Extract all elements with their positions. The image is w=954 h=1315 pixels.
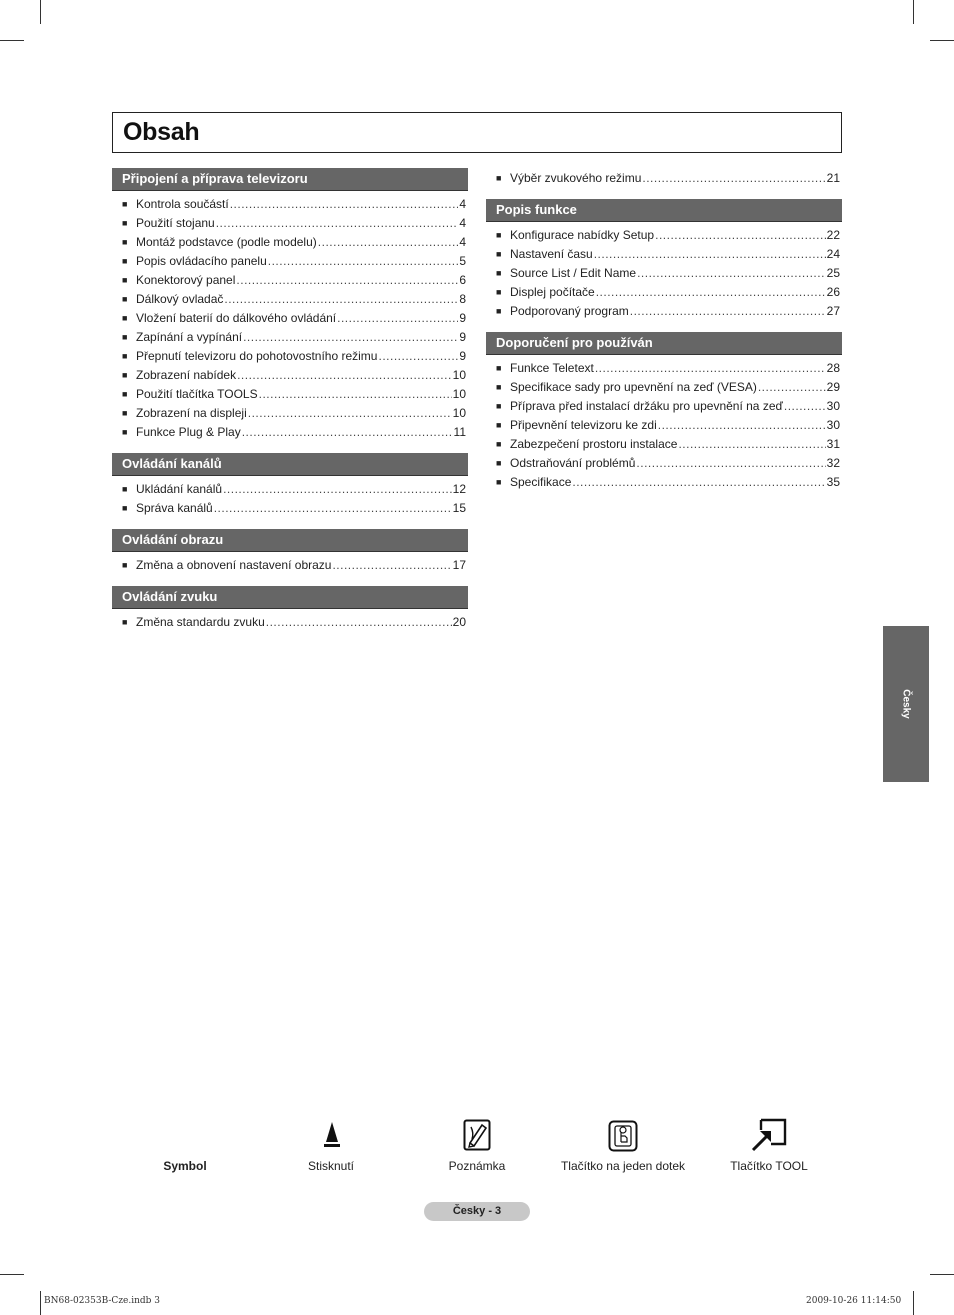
bullet-icon: ■	[122, 370, 128, 380]
toc-entry[interactable]	[486, 283, 842, 302]
toc-entry-page: 11	[453, 425, 466, 439]
crop-mark	[0, 1274, 24, 1275]
toc-entry[interactable]	[486, 245, 842, 264]
toc-entry-label: Správa kanálů	[136, 501, 213, 515]
toc-entry-label: Specifikace	[510, 475, 572, 489]
crop-mark	[930, 1274, 954, 1275]
toc-entry-page: 4	[459, 216, 466, 230]
toc-entry-label: Funkce Plug & Play	[136, 425, 241, 439]
dot-leader	[259, 385, 452, 403]
toc-entry[interactable]	[112, 271, 468, 290]
toc-entry[interactable]	[486, 226, 842, 245]
toc-entry-page: 21	[826, 171, 840, 185]
section-heading: Připojení a příprava televizoru	[112, 168, 468, 191]
bullet-icon: ■	[496, 287, 502, 297]
bullet-icon: ■	[122, 275, 128, 285]
toc-entry-page: 5	[459, 254, 466, 268]
toc-entry[interactable]	[112, 404, 468, 423]
bullet-icon: ■	[122, 617, 128, 627]
bullet-icon: ■	[122, 218, 128, 228]
dot-leader	[223, 480, 452, 498]
bullet-icon: ■	[122, 484, 128, 494]
dot-leader	[224, 290, 458, 308]
side-tab-label: Česky	[900, 689, 912, 719]
toc-entry-page: 20	[452, 615, 466, 629]
toc-entry[interactable]	[112, 214, 468, 233]
bullet-icon: ■	[122, 560, 128, 570]
toc-entry-page: 26	[826, 285, 840, 299]
dot-leader	[236, 271, 458, 289]
dot-leader	[784, 397, 826, 415]
toc-entry-label: Odstraňování problémů	[510, 456, 636, 470]
toc-entry-label: Změna a obnovení nastavení obrazu	[136, 558, 332, 572]
dot-leader	[248, 404, 452, 422]
bullet-icon: ■	[122, 313, 128, 323]
toc-entry[interactable]	[112, 480, 468, 499]
toc-entry-label: Popis ovládacího panelu	[136, 254, 267, 268]
bullet-icon: ■	[496, 306, 502, 316]
toc-entry-page: 35	[826, 475, 840, 489]
dot-leader	[243, 328, 458, 346]
bullet-icon: ■	[496, 363, 502, 373]
toc-entry-label: Displej počítače	[510, 285, 595, 299]
dot-leader	[658, 416, 826, 434]
dot-leader	[655, 226, 826, 244]
one-touch-button-icon	[608, 1120, 638, 1152]
dot-leader	[214, 499, 452, 517]
toc-entry[interactable]	[486, 473, 842, 492]
toc-entry-page: 32	[826, 456, 840, 470]
dot-leader	[378, 347, 458, 365]
bullet-icon: ■	[122, 503, 128, 513]
toc-entry-page: 6	[459, 273, 466, 287]
page-title: Obsah	[123, 118, 200, 146]
toc-list	[112, 191, 468, 442]
section-heading: Ovládání obrazu	[112, 529, 468, 552]
toc-entry[interactable]	[112, 556, 468, 575]
symbol-legend	[0, 1115, 954, 1185]
toc-list	[486, 222, 842, 321]
toc-entry-label: Source List / Edit Name	[510, 266, 637, 280]
toc-entry-label: Zabezpečení prostoru instalace	[510, 437, 678, 451]
bullet-icon: ■	[496, 382, 502, 392]
legend-label: Poznámka	[448, 1159, 506, 1173]
title-box	[112, 112, 842, 153]
dot-leader	[216, 214, 459, 232]
bullet-icon: ■	[496, 268, 502, 278]
toc-entry[interactable]	[112, 385, 468, 404]
toc-list	[486, 168, 842, 188]
toc-entry-page: 8	[459, 292, 466, 306]
legend-label: Tlačítko na jeden dotek	[560, 1159, 686, 1173]
toc-entry[interactable]	[486, 435, 842, 454]
dot-leader	[332, 556, 451, 574]
toc-list	[112, 476, 468, 518]
toc-entry[interactable]	[486, 454, 842, 473]
toc-entry-page: 28	[826, 361, 840, 375]
bullet-icon: ■	[122, 332, 128, 342]
dot-leader	[678, 435, 825, 453]
toc-list	[486, 355, 842, 492]
toc-entry[interactable]	[112, 309, 468, 328]
toc-entry-page: 4	[459, 235, 466, 249]
bullet-icon: ■	[496, 439, 502, 449]
toc-entry-page: 17	[452, 558, 466, 572]
dot-leader	[630, 302, 826, 320]
toc-entry[interactable]	[112, 499, 468, 518]
toc-entry-label: Konektorový panel	[136, 273, 236, 287]
section-heading: Popis funkce	[486, 199, 842, 222]
toc-entry-page: 22	[826, 228, 840, 242]
toc-entry[interactable]	[486, 416, 842, 435]
crop-mark	[930, 40, 954, 41]
toc-entry[interactable]	[486, 264, 842, 283]
toc-entry[interactable]	[112, 195, 468, 214]
toc-entry[interactable]	[112, 347, 468, 366]
toc-list	[112, 552, 468, 575]
toc-entry-label: Výběr zvukového režimu	[510, 171, 642, 185]
crop-mark	[913, 1291, 914, 1315]
toc-entry-label: Montáž podstavce (podle modelu)	[136, 235, 317, 249]
toc-entry-page: 12	[452, 482, 466, 496]
toc-entry-page: 10	[452, 406, 466, 420]
section-heading: Ovládání zvuku	[112, 586, 468, 609]
toc-entry-label: Zobrazení nabídek	[136, 368, 237, 382]
toc-entry-page: 9	[459, 330, 466, 344]
toc-entry[interactable]	[112, 366, 468, 385]
legend-symbol-label: Symbol	[163, 1159, 207, 1173]
dot-leader	[337, 309, 458, 327]
page-number-badge: Česky - 3	[424, 1202, 530, 1221]
bullet-icon: ■	[496, 401, 502, 411]
toc-entry-page: 25	[826, 266, 840, 280]
bullet-icon: ■	[122, 199, 128, 209]
toc-entry-label: Příprava před instalací držáku pro upevnění na zeď	[510, 399, 783, 413]
toc-entry-label: Změna standardu zvuku	[136, 615, 265, 629]
section-heading: Ovládání kanálů	[112, 453, 468, 476]
dot-leader	[318, 233, 459, 251]
toc-entry-label: Použití tlačítka TOOLS	[136, 387, 258, 401]
toc-entry-page: 10	[452, 368, 466, 382]
toc-entry-page: 24	[826, 247, 840, 261]
toc-entry[interactable]	[112, 290, 468, 309]
toc-entry-label: Dálkový ovladač	[136, 292, 224, 306]
toc-entry[interactable]	[112, 233, 468, 252]
dot-leader	[637, 264, 826, 282]
press-icon	[321, 1120, 343, 1150]
bullet-icon: ■	[496, 458, 502, 468]
dot-leader	[237, 366, 452, 384]
bullet-icon: ■	[122, 408, 128, 418]
toc-entry-page: 9	[459, 349, 466, 363]
tool-button-icon	[751, 1118, 787, 1152]
toc-entry-label: Konfigurace nabídky Setup	[510, 228, 655, 242]
toc-entry[interactable]	[486, 378, 842, 397]
bullet-icon: ■	[496, 230, 502, 240]
toc-entry-page: 9	[459, 311, 466, 325]
toc-entry-label: Vložení baterií do dálkového ovládání	[136, 311, 337, 325]
toc-entry-page: 31	[826, 437, 840, 451]
dot-leader	[595, 359, 826, 377]
dot-leader	[266, 613, 452, 631]
toc-entry-page: 30	[826, 399, 840, 413]
toc-entry-label: Zobrazení na displeji	[136, 406, 247, 420]
toc-entry-label: Podporovaný program	[510, 304, 629, 318]
toc-entry[interactable]	[486, 169, 842, 188]
toc-entry-page: 30	[826, 418, 840, 432]
dot-leader	[230, 195, 459, 213]
legend-label: Stisknutí	[307, 1159, 355, 1173]
bullet-icon: ■	[496, 477, 502, 487]
toc-entry[interactable]	[486, 302, 842, 321]
toc-entry[interactable]	[112, 423, 468, 442]
toc-entry-label: Zapínání a vypínání	[136, 330, 243, 344]
toc-list	[112, 609, 468, 632]
dot-leader	[594, 245, 826, 263]
language-side-tab	[883, 626, 929, 782]
dot-leader	[242, 423, 453, 441]
crop-mark	[40, 0, 41, 24]
section-heading: Doporučení pro používán	[486, 332, 842, 355]
toc-entry[interactable]	[112, 252, 468, 271]
crop-mark	[40, 1291, 41, 1315]
toc-entry-label: Nastavení času	[510, 247, 593, 261]
dot-leader	[642, 169, 825, 187]
dot-leader	[572, 473, 825, 491]
dot-leader	[758, 378, 826, 396]
toc-entry-label: Kontrola součástí	[136, 197, 229, 211]
toc-left-column	[112, 168, 468, 632]
bullet-icon: ■	[122, 294, 128, 304]
bullet-icon: ■	[122, 237, 128, 247]
toc-entry[interactable]	[486, 397, 842, 416]
toc-entry-page: 29	[826, 380, 840, 394]
toc-entry-page: 27	[826, 304, 840, 318]
toc-entry[interactable]	[112, 328, 468, 347]
toc-entry-page: 10	[452, 387, 466, 401]
crop-mark	[0, 40, 24, 41]
bullet-icon: ■	[122, 427, 128, 437]
bullet-icon: ■	[122, 256, 128, 266]
toc-right-column	[486, 168, 842, 492]
footer-timestamp: 2009-10-26 11:14:50	[806, 1296, 902, 1306]
toc-entry[interactable]	[486, 359, 842, 378]
toc-entry-page: 15	[452, 501, 466, 515]
footer-file: BN68-02353B-Cze.indb 3	[44, 1296, 161, 1306]
toc-entry-label: Použití stojanu	[136, 216, 215, 230]
toc-entry-label: Ukládání kanálů	[136, 482, 223, 496]
bullet-icon: ■	[496, 173, 502, 183]
toc-entry-label: Funkce Teletext	[510, 361, 594, 375]
note-icon	[463, 1119, 491, 1151]
bullet-icon: ■	[122, 389, 128, 399]
toc-entry-page: 4	[459, 197, 466, 211]
dot-leader	[596, 283, 826, 301]
bullet-icon: ■	[496, 420, 502, 430]
bullet-icon: ■	[496, 249, 502, 259]
toc-entry-label: Specifikace sady pro upevnění na zeď (VESA)	[510, 380, 757, 394]
legend-label: Tlačítko TOOL	[730, 1159, 808, 1173]
dot-leader	[636, 454, 825, 472]
crop-mark	[913, 0, 914, 24]
toc-entry-label: Přepnutí televizoru do pohotovostního režimu	[136, 349, 378, 363]
bullet-icon: ■	[122, 351, 128, 361]
toc-entry-label: Připevnění televizoru ke zdi	[510, 418, 657, 432]
toc-entry[interactable]	[112, 613, 468, 632]
dot-leader	[268, 252, 459, 270]
